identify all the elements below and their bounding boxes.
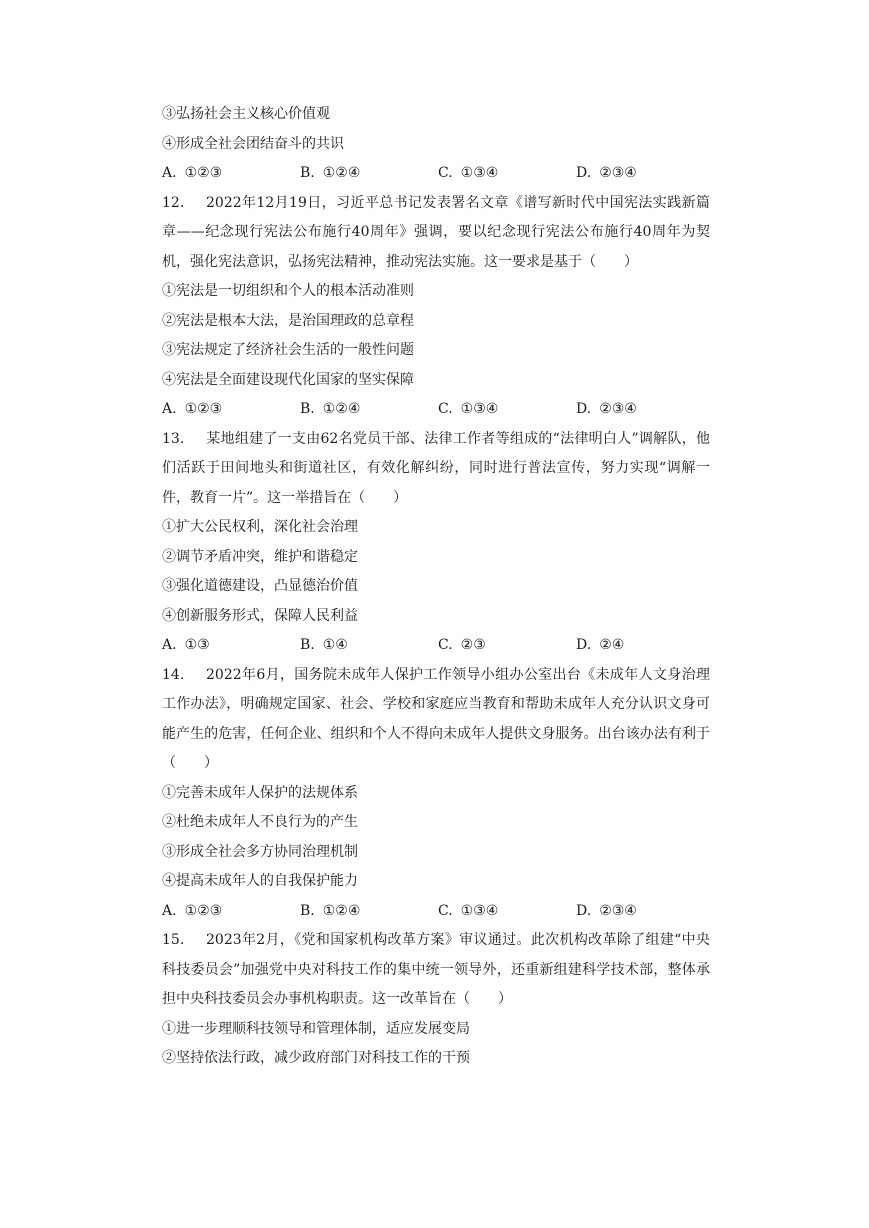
choice-item: ③宪法规定了经济社会生活的一般性问题 (162, 342, 414, 358)
option-label: D. (576, 902, 592, 919)
option-label: C. (438, 165, 453, 181)
option-value: ②④ (599, 637, 625, 653)
option-a (162, 159, 300, 189)
option-label: B. (300, 902, 315, 919)
choice-item: ①完善未成年人保护的法规体系 (162, 784, 358, 801)
option-d (576, 897, 637, 927)
option-label: A. (162, 902, 177, 919)
choice-item: ②宪法是根本大法，是治国理政的总章程 (162, 312, 414, 329)
question-15-stem (162, 926, 710, 1015)
option-value: ①③④ (460, 165, 499, 181)
option-a (162, 897, 300, 927)
page-content (162, 100, 710, 1074)
option-c (438, 159, 576, 189)
choice-item: ②坚持依法行政，减少政府部门对科技工作的干预 (162, 1050, 470, 1066)
option-d (576, 395, 637, 425)
answer-options (162, 159, 710, 189)
option-value: ①②③ (184, 401, 223, 417)
option-label: A. (162, 637, 177, 653)
option-label: D. (576, 401, 592, 417)
option-value: ②③④ (599, 165, 637, 181)
option-label: C. (438, 401, 453, 417)
option-b (300, 897, 438, 927)
option-a (162, 631, 300, 661)
option-value: ①②④ (322, 165, 361, 181)
question-text: 2023年2月，《党和国家机构改革方案》审议通过。此次机构改革除了组建“中央科技委员会”加强党中央对科技工作的集中统一领导外，还重新组建科学技术部，整体承担中央科技委员会办事机构职责。这一改革旨在（ ） (162, 932, 710, 1007)
option-d (576, 159, 637, 189)
option-b (300, 631, 438, 661)
option-value: ①④ (322, 637, 348, 653)
option-value: ②③ (460, 637, 486, 653)
choice-item: ②调节矛盾冲突，维护和谐稳定 (162, 548, 358, 565)
question-text: 2022年6月，国务院未成年人保护工作领导小组办公室出台《未成年人文身治理工作办法》，明确规定国家、社会、学校和家庭应当教育和帮助未成年人充分认识文身可能产生的危害，任何企业、组织和个人不得向未成年人提供文身服务。出台该办法有利于（ ） (162, 666, 710, 771)
option-label: B. (300, 165, 315, 181)
option-b (300, 395, 438, 425)
option-label: B. (300, 637, 315, 653)
question-number: 15. (162, 932, 185, 948)
choice-item: ③强化道德建设，凸显德治价值 (162, 578, 358, 594)
option-label: A. (162, 401, 177, 417)
choice-item: ①进一步理顺科技领导和管理体制，适应发展变局 (162, 1020, 470, 1037)
option-a (162, 395, 300, 425)
question-text: 某地组建了一支由62名党员干部、法律工作者等组成的“法律明白人”调解队，他们活跃于田间地头和街道社区，有效化解纠纷，同时进行普法宣传，努力实现“调解一件，教育一片”。这一举措旨在（ ） (162, 430, 710, 506)
option-label: C. (438, 902, 453, 919)
choice-item: ④宪法是全面建设现代化国家的坚实保障 (162, 371, 414, 388)
option-value: ②③④ (599, 401, 637, 417)
option-value: ①②③ (184, 165, 223, 181)
answer-options (162, 631, 710, 661)
option-label: A. (162, 165, 177, 181)
option-value: ①②③ (184, 902, 223, 919)
choice-item: ④创新服务形式，保障人民利益 (162, 607, 358, 624)
choice-item: ①宪法是一切组织和个人的根本活动准则 (162, 283, 414, 299)
choice-item: ③弘扬社会主义核心价值观 (162, 106, 330, 122)
option-d (576, 631, 624, 661)
option-label: D. (576, 637, 592, 653)
choice-item: ①扩大公民权利，深化社会治理 (162, 519, 358, 535)
answer-options (162, 395, 710, 425)
choice-item: ③形成全社会多方协同治理机制 (162, 843, 358, 860)
option-value: ①②④ (322, 902, 361, 919)
option-label: C. (438, 637, 453, 653)
question-12-stem (162, 189, 710, 278)
answer-options (162, 897, 710, 927)
question-text: 2022年12月19日，习近平总书记发表署名文章《谱写新时代中国宪法实践新篇章——纪念现行宪法公布施行40周年》强调，要以纪念现行宪法公布施行40周年为契机，强化宪法意识，弘扬宪法精神，推动宪法实施。这一要求是基于（ ） (162, 194, 710, 270)
question-13-stem (162, 425, 710, 514)
question-14-stem (162, 661, 710, 779)
option-c (438, 897, 576, 927)
option-value: ②③④ (599, 902, 637, 919)
option-value: ①③④ (460, 902, 499, 919)
choice-item: ④形成全社会团结奋斗的共识 (162, 135, 344, 152)
choice-item: ②杜绝未成年人不良行为的产生 (162, 814, 358, 830)
option-c (438, 395, 576, 425)
option-value: ①③ (184, 637, 210, 653)
question-number: 12. (162, 194, 185, 211)
question-number: 14. (162, 666, 185, 683)
question-number: 13. (162, 430, 185, 447)
option-value: ①②④ (322, 401, 361, 417)
option-b (300, 159, 438, 189)
choice-item: ④提高未成年人的自我保护能力 (162, 873, 358, 889)
option-c (438, 631, 576, 661)
option-label: B. (300, 401, 315, 417)
option-value: ①③④ (460, 401, 499, 417)
option-label: D. (576, 165, 592, 181)
